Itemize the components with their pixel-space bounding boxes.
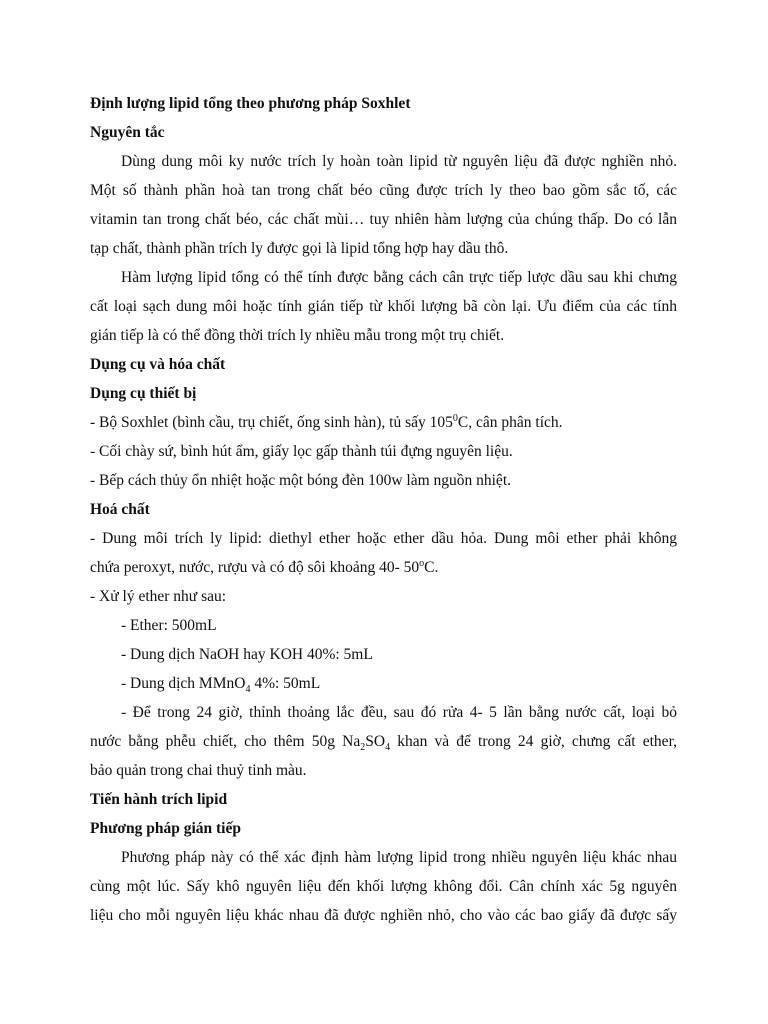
heading-equipment-chemicals: Dụng cụ và hóa chất bbox=[90, 356, 226, 373]
paragraph-line: Hàm lượng lipid tổng có thể tính được bằng cách cân trực tiếp lược dầu sau khi chưng bbox=[121, 269, 677, 286]
paragraph-line: tạp chất, thành phần trích ly được gọi là lipid tổng hợp hay dầu thô. bbox=[90, 240, 509, 257]
chemical-subitem: bảo quản trong chai thuỷ tinh màu. bbox=[90, 762, 307, 779]
heading-procedure: Tiến hành trích lipid bbox=[90, 791, 228, 808]
heading-principle: Nguyên tắc bbox=[90, 124, 165, 141]
chemical-subitem: - Để trong 24 giờ, thỉnh thoảng lắc đều, sau đó rửa 4- 5 lần bằng nước cất, loại bỏ bbox=[121, 704, 677, 721]
chemical-item: chứa peroxyt, nước, rượu và có độ sôi khoảng 40- 50$^o$C. bbox=[90, 557, 439, 576]
paragraph-line: Dùng dung môi ky nước trích ly hoàn toàn lipid từ nguyên liệu đã được nghiền nhỏ. bbox=[121, 153, 677, 170]
paragraph-line: cùng một lúc. Sấy khô nguyên liệu đến khối lượng không đổi. Cân chính xác 5g nguyên bbox=[90, 878, 677, 895]
equipment-item: - Bộ Soxhlet (bình cầu, trụ chiết, ống sinh hàn), tủ sấy $105^0C$, cân phân tích. bbox=[90, 412, 563, 431]
equipment-item: - Bếp cách thủy ổn nhiệt hoặc một bóng đèn 100w làm nguồn nhiệt. bbox=[90, 472, 511, 489]
document-title: Định lượng lipid tổng theo phương pháp Soxhlet bbox=[90, 95, 411, 112]
heading-equipment: Dụng cụ thiết bị bbox=[90, 385, 197, 402]
paragraph-line: liệu cho mỗi nguyên liệu khác nhau đã được nghiền nhỏ, cho vào các bao giấy đã được sấy bbox=[90, 907, 677, 924]
heading-chemicals: Hoá chất bbox=[90, 501, 150, 518]
chemical-item: - Xử lý ether như sau: bbox=[90, 588, 227, 605]
equipment-item: - Cối chày sứ, bình hút ẩm, giấy lọc gấp thành túi đựng nguyên liệu. bbox=[90, 443, 513, 460]
chemical-subitem: - Ether: 500mL bbox=[121, 617, 217, 634]
chemical-subitem: - Dung dịch NaOH hay KOH 40%: 5mL bbox=[121, 646, 373, 663]
paragraph-line: vitamin tan trong chất béo, các chất mùi… tuy nhiên hàm lượng của chúng thấp. Do có lẫn bbox=[90, 211, 677, 228]
chemical-subitem: nước bằng phễu chiết, cho thêm 50g $Na_2SO_4$ khan và để trong 24 giờ, chưng cất ether, bbox=[90, 733, 677, 754]
heading-indirect-method: Phương pháp gián tiếp bbox=[90, 820, 241, 837]
paragraph-line: cất loại sạch dung môi hoặc tính gián tiếp từ khối lượng bã còn lại. Ưu điểm của các tính bbox=[90, 298, 677, 315]
paragraph-line: Phương pháp này có thể xác định hàm lượng lipid trong nhiều nguyên liệu khác nhau bbox=[121, 849, 677, 866]
chemical-item: - Dung môi trích ly lipid: diethyl ether hoặc ether dầu hỏa. Dung môi ether phải không bbox=[90, 530, 677, 547]
paragraph-line: gián tiếp là có thể đồng thời trích ly nhiều mẫu trong một trụ chiết. bbox=[90, 327, 505, 344]
chemical-subitem: - Dung dịch MMnO$_4$ 4%: 50mL bbox=[121, 675, 321, 696]
paragraph-line: Một số thành phần hoà tan trong chất béo cũng được trích ly theo bao gồm sắc tố, các bbox=[90, 182, 677, 199]
